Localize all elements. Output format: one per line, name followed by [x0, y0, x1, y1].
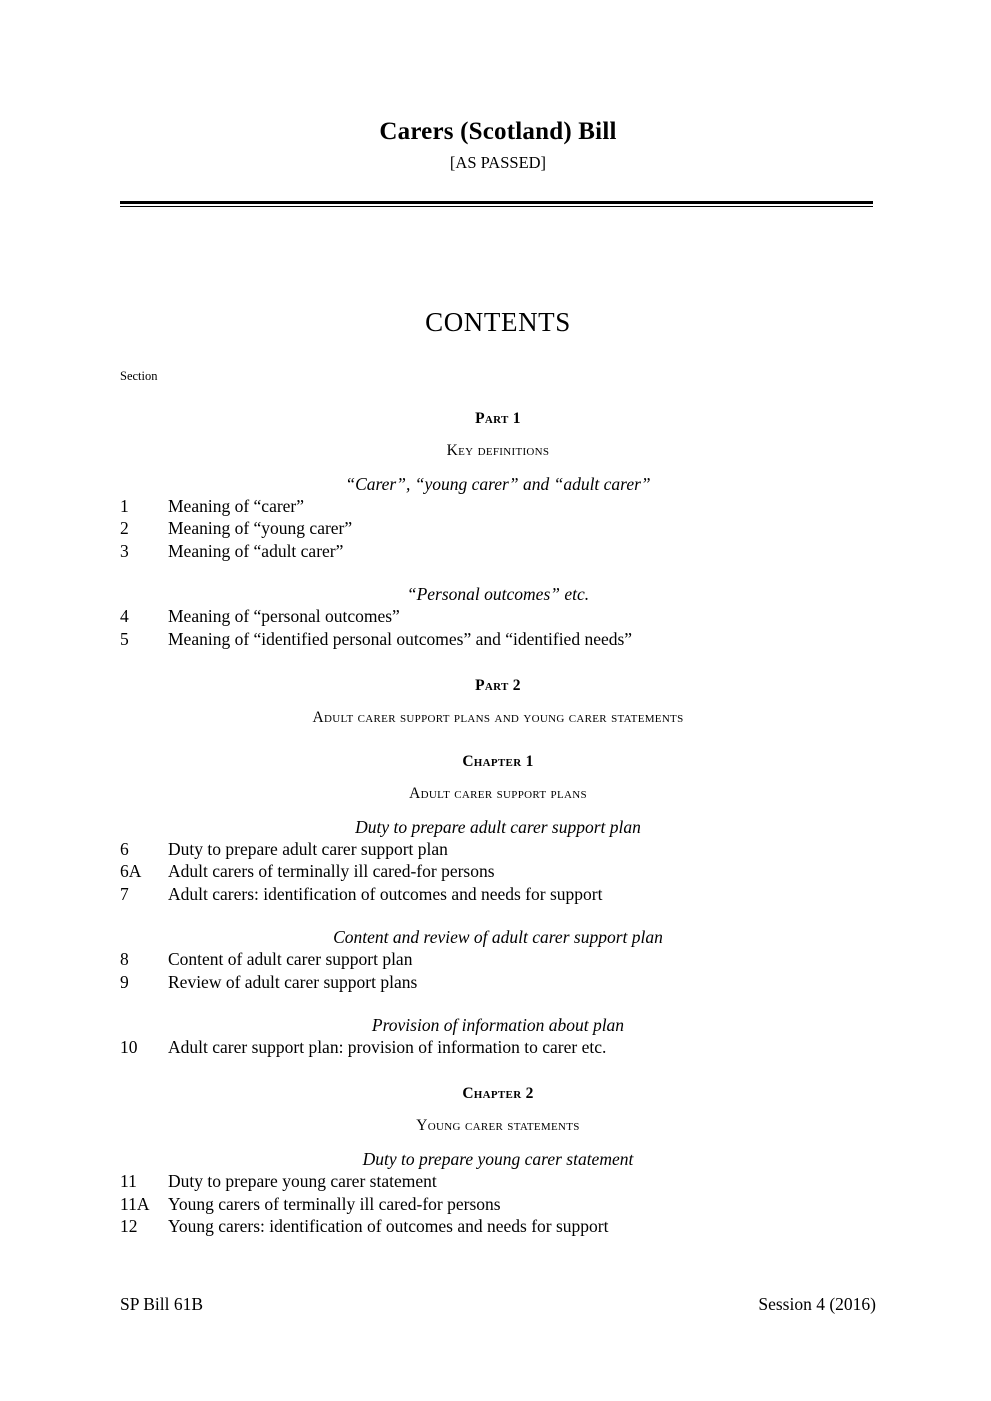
- list-item[interactable]: [120, 1170, 876, 1193]
- list-item[interactable]: [120, 1036, 876, 1059]
- spacer: [120, 562, 876, 584]
- cross-heading: Duty to prepare young carer statement: [362, 1149, 634, 1170]
- entry-title: Duty to prepare adult carer support plan: [168, 838, 448, 859]
- entry-number: 5: [120, 628, 129, 649]
- document-status-label: [AS PASSED]: [449, 152, 547, 172]
- list-item[interactable]: [120, 495, 876, 518]
- spacer: [120, 695, 876, 709]
- list-item[interactable]: [120, 860, 876, 883]
- spacer: [120, 771, 876, 785]
- spacer: [120, 905, 876, 927]
- cross-heading: Provision of information about plan: [371, 1015, 625, 1036]
- entry-number: 7: [120, 883, 129, 904]
- spacer: [120, 993, 876, 1015]
- chapter-heading-1: Chapter 1: [462, 752, 534, 770]
- entry-number: 1: [120, 495, 129, 516]
- entry-number: 11A: [120, 1193, 150, 1214]
- list-item[interactable]: [120, 1215, 876, 1238]
- list-item[interactable]: [120, 1193, 876, 1216]
- masthead: [120, 0, 876, 173]
- chapter-heading-2: Chapter 2: [462, 1085, 534, 1103]
- page-footer: [120, 1294, 876, 1315]
- spacer: [120, 460, 876, 474]
- entry-title: Meaning of “young carer”: [168, 518, 353, 539]
- part-heading-2: Part 2: [475, 676, 521, 694]
- entry-title: Meaning of “adult carer”: [168, 540, 344, 561]
- contents-entry-list: [120, 605, 876, 650]
- spacer: [120, 384, 876, 410]
- contents-entry-list: [120, 1170, 876, 1238]
- spacer: [120, 727, 876, 753]
- section-column-label: Section: [120, 368, 158, 383]
- spacer: [120, 803, 876, 817]
- part-heading-1: Part 1: [475, 409, 521, 427]
- contents-heading: CONTENTS: [425, 306, 571, 337]
- cross-heading: “Carer”, “young carer” and “adult carer”: [345, 473, 651, 494]
- entry-title: Adult carer support plan: provision of information to carer etc.: [168, 1037, 607, 1058]
- entry-number: 2: [120, 518, 129, 539]
- list-item[interactable]: [120, 540, 876, 563]
- entry-title: Content of adult carer support plan: [168, 949, 413, 970]
- entry-title: Adult carers of terminally ill cared-for persons: [168, 861, 495, 882]
- page-title: Carers (Scotland) Bill: [379, 118, 617, 145]
- entry-title: Meaning of “personal outcomes”: [168, 606, 400, 627]
- spacer: [120, 1135, 876, 1149]
- entry-title: Young carers: identification of outcomes and needs for support: [168, 1216, 609, 1237]
- entry-number: 6A: [120, 861, 142, 882]
- entry-number: 9: [120, 971, 129, 992]
- chapter-description-2: Young carer statements: [416, 1117, 580, 1135]
- spacer: [120, 1103, 876, 1117]
- contents-entry-list: [120, 1036, 876, 1059]
- list-item[interactable]: [120, 628, 876, 651]
- list-item[interactable]: [120, 517, 876, 540]
- entry-title: Meaning of “carer”: [168, 495, 305, 516]
- entry-number: 11: [120, 1171, 137, 1192]
- contents-entry-list: [120, 495, 876, 563]
- list-item[interactable]: [120, 605, 876, 628]
- spacer: [120, 1059, 876, 1085]
- entry-title: Adult carers: identification of outcomes and needs for support: [168, 883, 603, 904]
- entry-number: 4: [120, 606, 129, 627]
- entry-number: 12: [120, 1216, 138, 1237]
- entry-title: Review of adult carer support plans: [168, 971, 418, 992]
- spacer: [120, 651, 876, 677]
- list-item[interactable]: [120, 838, 876, 861]
- entry-title: Duty to prepare young carer statement: [168, 1171, 437, 1192]
- list-item[interactable]: [120, 883, 876, 906]
- list-item[interactable]: [120, 948, 876, 971]
- contents-entry-list: [120, 838, 876, 906]
- session-reference: Session 4 (2016): [758, 1294, 876, 1314]
- cross-heading: Duty to prepare adult carer support plan: [355, 816, 641, 837]
- entry-title: Young carers of terminally ill cared-for persons: [168, 1193, 501, 1214]
- part-description-2: Adult carer support plans and young carer statements: [312, 708, 684, 726]
- cross-heading: Content and review of adult carer support plan: [333, 927, 663, 948]
- entry-number: 3: [120, 540, 129, 561]
- chapter-description-1: Adult carer support plans: [409, 784, 587, 802]
- entry-number: 8: [120, 949, 129, 970]
- list-item[interactable]: [120, 971, 876, 994]
- entry-title: Meaning of “identified personal outcomes” and “identified needs”: [168, 628, 633, 649]
- part-description-1: Key definitions: [446, 441, 550, 459]
- cross-heading: “Personal outcomes” etc.: [406, 584, 590, 605]
- bill-reference: SP Bill 61B: [120, 1294, 203, 1314]
- page-content: [120, 0, 876, 1238]
- entry-number: 10: [120, 1037, 138, 1058]
- entry-number: 6: [120, 838, 129, 859]
- spacer: [120, 428, 876, 442]
- contents-entry-list: [120, 948, 876, 993]
